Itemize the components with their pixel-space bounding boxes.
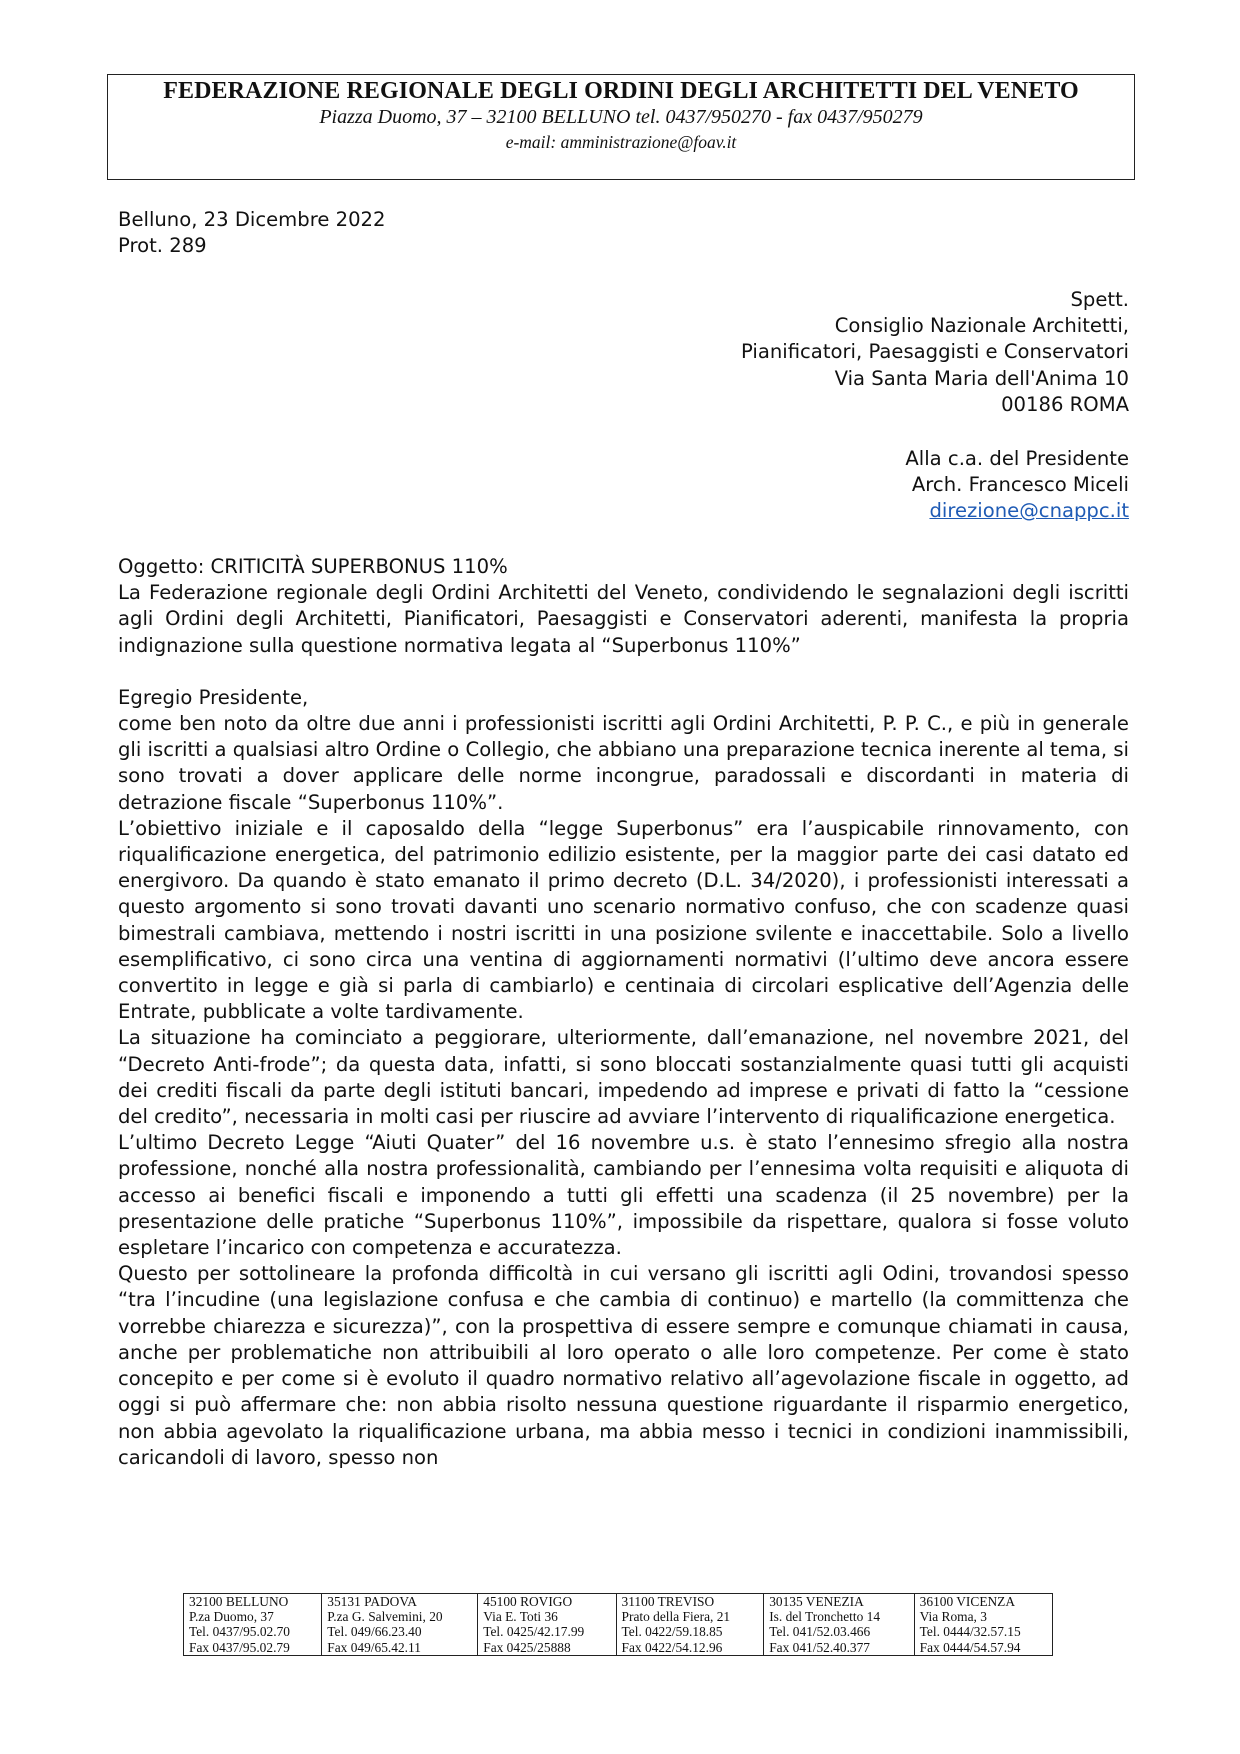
- recipient-line: 00186 ROMA: [1001, 392, 1129, 416]
- attention-line: Alla c.a. del Presidente: [905, 447, 1129, 470]
- body-paragraph: L’ultimo Decreto Legge “Aiuti Quater” del 16 novembre u.s. è stato l’ennesimo sfregio alla nostra professione, nonché alla nostra professionalità, cambiando per l’ennesima volta requisiti e aliquota di accesso ai benefici fiscali e imponendo a tutti gli effetti una scadenza (il 25 novembre) per la presentazione delle pratiche “Superbonus 110%”, impossibile da rispettare, qualora si fosse voluto espletare l’incarico con competenza e accuratezza.: [118, 1131, 1129, 1260]
- federation-email: e-mail: amministrazione@foav.it: [505, 132, 737, 152]
- protocol-number: Prot. 289: [118, 234, 207, 258]
- recipient-line: Pianificatori, Paesaggisti e Conservatori: [741, 340, 1129, 364]
- salutation: Egregio Presidente,: [118, 685, 309, 709]
- body-paragraph: come ben noto da oltre due anni i professionisti iscritti agli Ordini Architetti, P. P. C., e più in generale gli iscritti a qualsiasi altro Ordine o Collegio, che abbiano una preparazione tecnica inerente al tema, si sono trovati a dover applicare delle norme incongrue, paradossali e discordanti in materia di detrazione fiscale “Superbonus 110%”.: [118, 712, 1129, 814]
- office-cell-belluno: 32100 BELLUNO P.za Duomo, 37 Tel. 0437/95.02.70 Fax 0437/95.02.79: [184, 1594, 322, 1656]
- recipient-line: Consiglio Nazionale Architetti,: [834, 314, 1129, 338]
- recipient-email-link[interactable]: direzione@cnappc.it: [929, 499, 1129, 523]
- offices-footer-table: [183, 1593, 1053, 1656]
- subject-line: Oggetto: CRITICITÀ SUPERBONUS 110%: [118, 555, 508, 578]
- office-cell-treviso: 31100 TREVISO Prato della Fiera, 21 Tel. 0422/59.18.85 Fax 0422/54.12.96: [616, 1594, 764, 1656]
- letterhead-box: [107, 74, 1135, 180]
- body-paragraph: Questo per sottolineare la profonda difficoltà in cui versano gli iscritti agli Odini, trovandosi spesso “tra l’incudine (una legislazione confusa e che cambia di continuo) e martello (la committenza che vorrebbe chiarezza e sicurezza)”, con la prospettiva di essere sempre e comunque chiamati in causa, anche per problematiche non attribuibili al loro operato o alle loro competenze. Per come è stato concepito e per come si è evoluto il quadro normativo relativo all’agevolazione fiscale in oggetto, ad oggi si può affermare che: non abbia risolto nessuna questione riguardante il risparmio energetico, non abbia agevolato la riqualificazione urbana, ma abbia messo i tecnici in condizioni inammissibili, caricandoli di lavoro, spesso non: [118, 1262, 1129, 1469]
- recipient-line: Spett.: [1070, 288, 1129, 311]
- spacer: [118, 659, 1129, 685]
- intro-paragraph: La Federazione regionale degli Ordini Architetti del Veneto, condividendo le segnalazioni degli iscritti agli Ordini degli Architetti, Pianificatori, Paesaggisti e Conservatori aderenti, manifesta la propria indignazione sulla questione normativa legata al “Superbonus 110%”: [118, 581, 1129, 657]
- attention-name: Arch. Francesco Miceli: [911, 473, 1129, 497]
- federation-address: Piazza Duomo, 37 – 32100 BELLUNO tel. 0437/950270 - fax 0437/950279: [319, 106, 923, 128]
- body-paragraph: L’obiettivo iniziale e il caposaldo della “legge Superbonus” era l’auspicabile rinnovamento, con riqualificazione energetica, del patrimonio edilizio esistente, per la maggior parte dei casi datato ed energivoro. Da quando è stato emanato il primo decreto (D.L. 34/2020), i professionisti interessati a questo argomento si sono trovati davanti uno scenario normativo confuso, che con scadenze quasi bimestrali cambiava, mettendo i nostri iscritti in una posizione svilente e inaccettabile. Solo a livello esemplificativo, ci sono circa una ventina di aggiornamenti normativi (l’ultimo deve ancora essere convertito in legge e già si parla di cambiarlo) e centinaia di circolari esplicative dell’Agenzia delle Entrate, pubblicate a volte tardivamente.: [118, 816, 1129, 1024]
- date-block: [118, 207, 385, 259]
- office-cell-venezia: 30135 VENEZIA Is. del Tronchetto 14 Tel. 041/52.03.466 Fax 041/52.40.377: [764, 1594, 914, 1656]
- table-row: [184, 1594, 1053, 1656]
- federation-name: FEDERAZIONE REGIONALE DEGLI ORDINI DEGLI ARCHITETTI DEL VENETO: [163, 78, 1079, 104]
- body-paragraph: La situazione ha cominciato a peggiorare, ulteriormente, dall’emanazione, nel novembre 2021, del “Decreto Anti-frode”; da questa data, infatti, si sono bloccati sostanzialmente quasi tutti gli acquisti dei crediti fiscali da parte degli istituti bancari, impedendo ad imprese e privati di fatto la “cessione del credito”, necessaria in molti casi per riuscire ad avviare l’intervento di riqualificazione energetica.: [118, 1026, 1129, 1129]
- letter-date: Belluno, 23 Dicembre 2022: [118, 208, 386, 231]
- recipient-block: [741, 287, 1129, 418]
- office-cell-padova: 35131 PADOVA P.za G. Salvemini, 20 Tel. 049/66.23.40 Fax 049/65.42.11: [322, 1594, 478, 1656]
- attention-block: [905, 446, 1129, 525]
- office-cell-rovigo: 45100 ROVIGO Via E. Toti 36 Tel. 0425/42.17.99 Fax 0425/25888: [478, 1594, 616, 1656]
- recipient-line: Via Santa Maria dell'Anima 10: [834, 366, 1129, 390]
- letter-body: [118, 554, 1129, 1471]
- office-cell-vicenza: 36100 VICENZA Via Roma, 3 Tel. 0444/32.57.15 Fax 0444/54.57.94: [914, 1594, 1052, 1656]
